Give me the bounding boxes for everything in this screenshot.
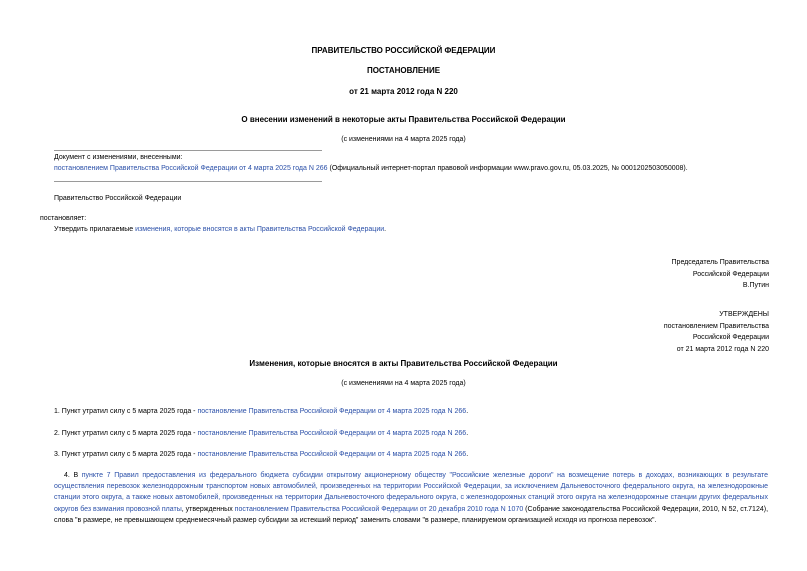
- signature-block: [672, 257, 769, 292]
- divider-bottom: [54, 181, 322, 182]
- divider-top: [54, 150, 322, 151]
- item-link[interactable]: постановление Правительства Российской Федерации от 4 марта 2025 года N 266: [197, 408, 467, 415]
- changes-title: Изменения, которые вносятся в акты Правительства Российской Федерации: [249, 359, 558, 368]
- approve-line: Утвердить прилагаемые изменения, которые вносятся в акты Правительства Российской Федерации.: [54, 226, 387, 233]
- list-item: 2. Пункт утратил силу с 5 марта 2025 года - постановление Правительства Российской Федерации от 4 марта 2025 года N 266.: [54, 430, 469, 437]
- approved-title: УТВЕРЖДЕНЫ: [719, 311, 769, 318]
- resolution-link[interactable]: постановлением Правительства Российской Федерации от 20 декабря 2010 года N 1070: [234, 505, 524, 513]
- list-item: 3. Пункт утратил силу с 5 марта 2025 года - постановление Правительства Российской Федерации от 4 марта 2025 года N 266.: [54, 451, 469, 458]
- item-link[interactable]: постановление Правительства Российской Федерации от 4 марта 2025 года N 266: [197, 430, 467, 437]
- signature-position: Председатель Правительства: [671, 259, 769, 266]
- document-type: ПОСТАНОВЛЕНИЕ: [366, 66, 441, 75]
- amendment-link[interactable]: постановлением Правительства Российской Федерации от 4 марта 2025 года N 266: [54, 165, 328, 172]
- decrees-word: постановляет:: [40, 215, 87, 222]
- approved-date: от 21 марта 2012 года N 220: [676, 345, 769, 353]
- approved-country: Российской Федерации: [692, 334, 769, 341]
- government-subject: Правительство Российской Федерации: [54, 195, 182, 202]
- changes-section-note: (с изменениями на 4 марта 2025 года): [341, 380, 466, 387]
- approved-block: [664, 309, 769, 355]
- document-title: О внесении изменений в некоторые акты Правительства Российской Федерации: [241, 115, 566, 124]
- amendments-label: Документ с изменениями, внесенными:: [54, 154, 183, 161]
- item-4-paragraph: 4. В пункте 7 Правил предоставления из федерального бюджета субсидии открытому акционерному обществу "Российские железные дороги" на возмещение потерь в доходах, возникающих в результате осуществления перевозок железнодорожным транспортом новых автомобилей, произведенных на территории Российской Федерации, за исключением Дальневосточного федерального округа, на железнодорожные станции этого округа, а также новых автомобилей, произведенных на территории Дальневосточного федерального округа, с железнодорожных станций этого округа на железнодорожные станции других федеральных округов без взимания провозной платы, утвержденных постановлением Правительства Российской Федерации от 20 декабря 2010 года N 1070 (Собрание законодательства Российской Федерации, 2010, N 52, ст.7124), слова "в размере, не превышающем среднемесячный размер субсидии за истекший период" заменить словами "в размере, планируемом организацией исходя из прогноза перевозок".: [54, 472, 769, 524]
- signature-country: Российской Федерации: [692, 270, 769, 278]
- item-link[interactable]: постановление Правительства Российской Федерации от 4 марта 2025 года N 266: [197, 451, 467, 458]
- amendment-source: (Официальный интернет-портал правовой информации www.pravo.gov.ru, 05.03.2025, № 0001202503050008).: [327, 165, 688, 172]
- list-item: 1. Пункт утратил силу с 5 марта 2025 года - постановление Правительства Российской Федерации от 4 марта 2025 года N 266.: [54, 408, 469, 415]
- government-name: ПРАВИТЕЛЬСТВО РОССИЙСКОЙ ФЕДЕРАЦИИ: [311, 46, 496, 55]
- changes-note: (с изменениями на 4 марта 2025 года): [341, 136, 466, 143]
- document-date-number: от 21 марта 2012 года N 220: [349, 87, 458, 96]
- approved-by: постановлением Правительства: [663, 322, 769, 330]
- amendments-line: [54, 165, 688, 172]
- changes-link[interactable]: изменения, которые вносятся в акты Правительства Российской Федерации: [135, 226, 385, 233]
- signature-name: В.Путин: [742, 282, 769, 289]
- rules-link[interactable]: пункте 7 Правил предоставления из федерального бюджета субсидии открытому акционерному обществу "Российские железные дороги" на возмещение потерь в доходах, возникающих в результате осуществления перевозок железнодорожным транспортом новых автомобилей, произведенных на территории Российской Федерации, за исключением Дальневосточного федерального округа, на железнодорожные станции этого округа, а также новых автомобилей, произведенных на территории Дальневосточного федерального округа, с железнодорожных станций этого округа на железнодорожные станции других федеральных округов без взимания провозной платы: [54, 472, 768, 513]
